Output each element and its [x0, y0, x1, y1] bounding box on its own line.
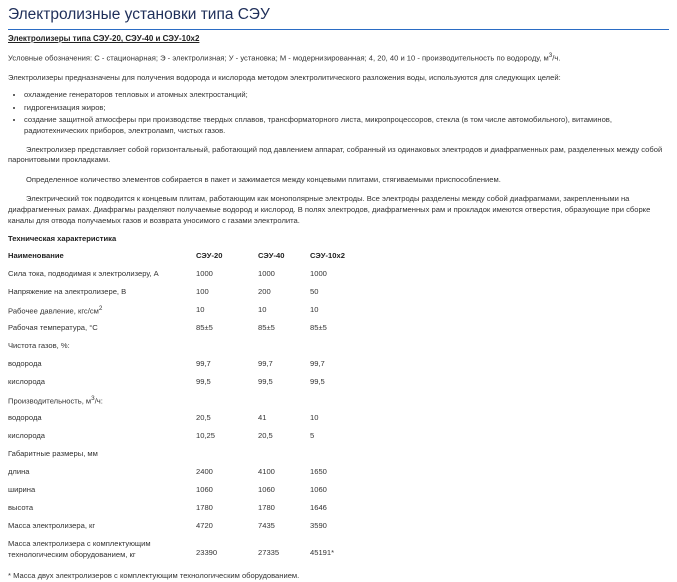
table-cell: 3590 — [310, 520, 327, 530]
title-divider — [8, 29, 669, 30]
row-label-text: Производительность, м — [8, 396, 92, 406]
table-cell — [258, 449, 310, 467]
table-cell: 99,7 — [196, 358, 211, 368]
paragraph: Электролизер представляет собой горизонтальный, работающий под давлением аппарат, собранный из одинаковых электродов и диафрагменных рам, разделенных между собой паронитовыми прокладками. — [8, 144, 663, 165]
table-cell: 99,7 — [258, 358, 273, 368]
table-row — [8, 287, 370, 305]
column-header: СЭУ-40 — [258, 250, 285, 260]
row-label-text: высота — [8, 502, 34, 512]
table-cell: 85±5 — [310, 322, 327, 332]
row-label-text: Сила тока, подводимая к электролизеру, А — [8, 268, 159, 278]
table-row — [8, 485, 370, 503]
table-cell: 23390 — [196, 548, 218, 558]
row-label — [8, 323, 196, 341]
table-cell — [196, 449, 258, 467]
legend-suffix: /ч. — [552, 53, 561, 63]
table-cell: 45191* — [310, 548, 335, 558]
row-label — [8, 539, 196, 568]
table-cell: 99,5 — [196, 376, 211, 386]
table-cell: 100 — [196, 286, 209, 296]
tech-spec-title: Техническая характеристика — [8, 234, 117, 244]
table-cell: 20,5 — [258, 430, 273, 440]
table-cell: 85±5 — [196, 322, 213, 332]
table-cell: 10 — [258, 304, 267, 314]
table-cell: 1060 — [310, 484, 327, 494]
column-header: Наименование — [8, 250, 64, 260]
table-cell: 85±5 — [258, 322, 275, 332]
row-label-sup: 3 — [91, 394, 95, 402]
table-cell: 99,7 — [310, 358, 325, 368]
table-cell: 10 — [196, 304, 205, 314]
legend-prefix: Условные обозначения: С - стационарная; Э - электролизная; У - установка; М - модернизированная; 4, 20, 40 и 10 - производительность по водороду, м — [8, 53, 549, 63]
row-label-text: Габаритные размеры, мм — [8, 448, 98, 458]
row-label — [8, 341, 196, 359]
column-header: СЭУ-10х2 — [310, 250, 345, 260]
table-cell: 2400 — [196, 466, 213, 476]
table-row — [8, 467, 370, 485]
table-cell: 1646 — [310, 502, 327, 512]
row-label — [8, 503, 196, 521]
table-cell: 41 — [258, 412, 267, 422]
row-label — [8, 449, 196, 467]
table-cell: 1000 — [258, 268, 275, 278]
row-label-text: Рабочее давление, кгс/см — [8, 306, 99, 316]
row-label — [8, 359, 196, 377]
row-label-text: водорода — [8, 358, 42, 368]
paragraph: Определенное количество элементов собирается в пакет и зажимается между концевыми плитами, стягиваемыми приспособлением. — [26, 174, 501, 184]
table-cell: 200 — [258, 286, 271, 296]
list-item: • охлаждение генераторов тепловых и атомных электростанций; — [24, 90, 669, 101]
row-label-suffix: /ч: — [94, 396, 103, 406]
table-cell: 1650 — [310, 466, 327, 476]
row-label-text: Чистота газов, %: — [8, 340, 70, 350]
row-label — [8, 467, 196, 485]
table-row — [8, 413, 370, 431]
row-label-sup: 2 — [98, 304, 103, 312]
table-cell: 1780 — [258, 502, 275, 512]
table-cell — [258, 395, 310, 413]
row-label — [8, 395, 196, 413]
row-label-text: кислорода — [8, 376, 46, 386]
row-label-text: Напряжение на электролизере, В — [8, 286, 127, 296]
table-cell: 20,5 — [196, 412, 211, 422]
row-label-text: Масса электролизера с комплектующим технологическим оборудованием, кг — [8, 538, 151, 559]
table-cell: 1000 — [196, 268, 213, 278]
row-label-text: длина — [8, 466, 30, 476]
spec-table — [8, 251, 370, 568]
list-item: • гидрогенизация жиров; — [24, 103, 669, 114]
table-cell: 1780 — [196, 502, 213, 512]
table-cell: 27335 — [258, 548, 280, 558]
row-label-text: Рабочая температура, °С — [8, 322, 98, 332]
table-cell — [310, 341, 370, 359]
row-label — [8, 431, 196, 449]
table-row — [8, 521, 370, 539]
table-cell — [258, 341, 310, 359]
row-label — [8, 287, 196, 305]
table-row — [8, 359, 370, 377]
table-cell: 7435 — [258, 520, 275, 530]
page-title: Электролизные установки типа СЭУ — [8, 6, 270, 23]
table-cell: 10 — [310, 412, 319, 422]
row-label — [8, 305, 196, 323]
paragraph: Электрический ток подводится к концевым плитам, работающим как монополярные электроды. Все электроды разделены между собой диафрагмами, закрепленными на диафрагменных рамах. Диафрагмы разделяют получаемые водород и кислород. В полях электродов, диафрагменных рам и прокладок имеются отверстия, образующие при сборке каналы для отвода получаемых газов и возврата уносимого с газами электролита. — [8, 194, 651, 225]
subtitle: Электролизеры типа СЭУ-20, СЭУ-40 и СЭУ-10х2 — [8, 34, 200, 44]
footnote: * Масса двух электролизеров с комплектующим технологическим оборудованием. — [8, 570, 300, 580]
table-cell: 10,25 — [196, 430, 216, 440]
row-label — [8, 413, 196, 431]
uses-list — [8, 90, 669, 137]
legend-text — [8, 52, 669, 64]
legend-sup: 3 — [548, 52, 553, 60]
row-label-text: водорода — [8, 412, 42, 422]
table-cell: 10 — [310, 304, 319, 314]
column-header: СЭУ-20 — [196, 250, 223, 260]
table-row — [8, 323, 370, 341]
row-label — [8, 485, 196, 503]
table-cell: 99,5 — [258, 376, 273, 386]
row-label-text: кислорода — [8, 430, 46, 440]
intro-text: Электролизеры предназначены для получения водорода и кислорода методом электролитического разложения воды, используются для следующих целей: — [8, 73, 561, 83]
table-row — [8, 431, 370, 449]
row-label — [8, 269, 196, 287]
table-cell: 50 — [310, 286, 319, 296]
table-row — [8, 305, 370, 323]
table-row — [8, 503, 370, 521]
table-row — [8, 341, 370, 359]
table-cell — [310, 395, 370, 413]
table-row — [8, 395, 370, 413]
row-label — [8, 521, 196, 539]
row-label-text: Масса электролизера, кг — [8, 520, 96, 530]
table-cell: 4720 — [196, 520, 213, 530]
table-cell: 1060 — [258, 484, 275, 494]
table-row — [8, 377, 370, 395]
table-cell: 1000 — [310, 268, 327, 278]
table-cell: 99,5 — [310, 376, 325, 386]
row-label — [8, 377, 196, 395]
list-item: • создание защитной атмосферы при производстве твердых сплавов, трансформаторного листа, микропроцессоров, стекла (в том числе автомобильного), витаминов, радиотехнических приборов, электроламп, чистых газов. — [24, 115, 669, 136]
table-header-row — [8, 251, 370, 269]
row-label-text: ширина — [8, 484, 36, 494]
table-cell — [196, 341, 258, 359]
table-cell: 5 — [310, 430, 315, 440]
table-cell — [310, 449, 370, 467]
table-row — [8, 539, 370, 568]
table-cell: 4100 — [258, 466, 275, 476]
table-row — [8, 449, 370, 467]
table-row — [8, 269, 370, 287]
table-cell: 1060 — [196, 484, 213, 494]
table-cell — [196, 395, 258, 413]
